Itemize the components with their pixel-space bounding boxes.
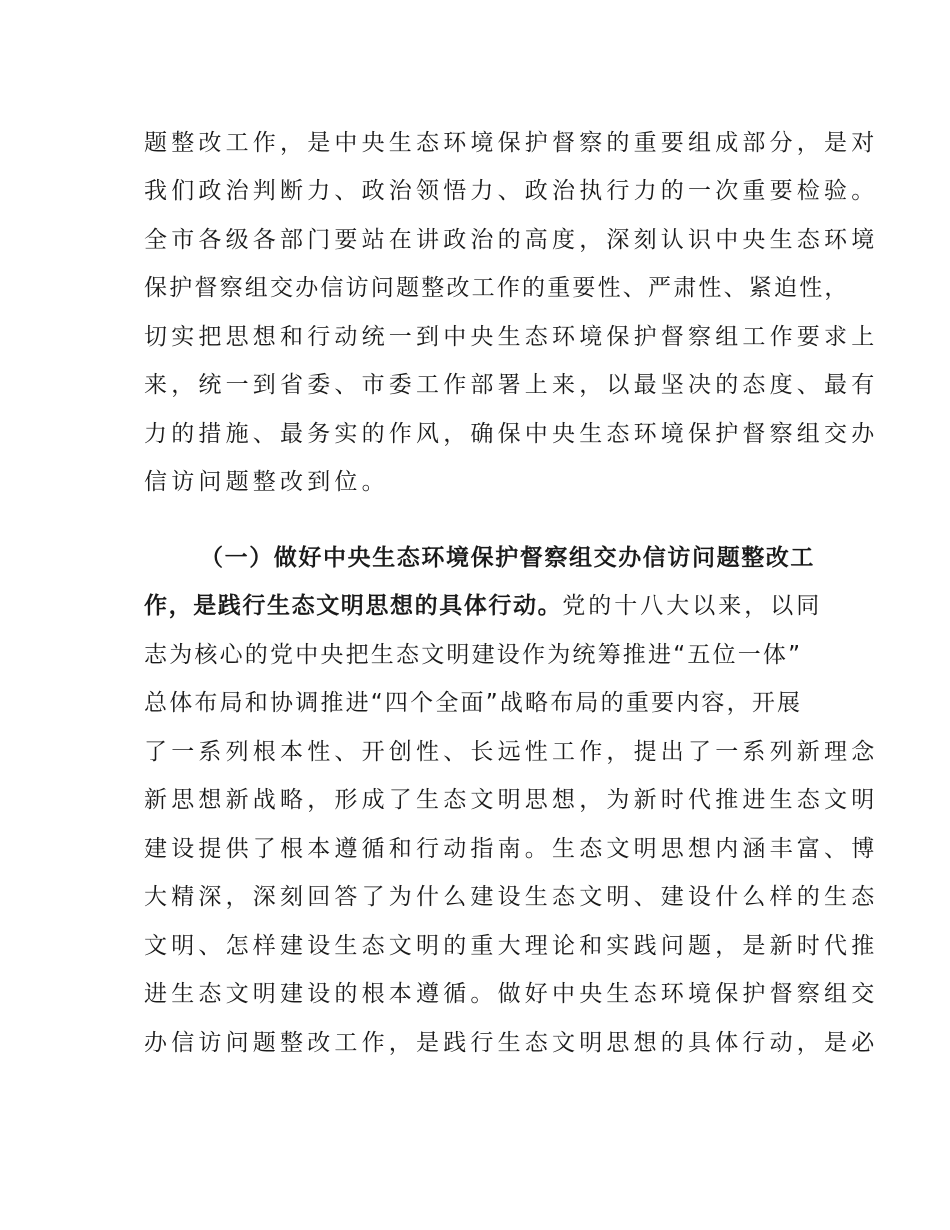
paragraph-line: 办信访问题整改工作，是践行生态文明思想的具体行动，是必 (144, 1030, 879, 1056)
paragraph-line: 信访问题整改到位。 (144, 469, 389, 495)
paragraph-line: 进生态文明建设的根本遵循。做好中央生态环境保护督察组交 (144, 981, 879, 1007)
section-heading-line2 (144, 586, 822, 626)
section-heading: （一）做好中央生态环境保护督察组交办信访问题整改工 (200, 545, 815, 571)
paragraph-line: 题整改工作，是中央生态环境保护督察的重要组成部分，是对 (144, 130, 879, 156)
paragraph-line: 我们政治判断力、政治领悟力、政治执行力的一次重要检验。 (144, 178, 879, 204)
paragraph-line: 新思想新战略，形成了生态文明思想，为新时代推进生态文明 (144, 787, 879, 813)
paragraph-line: 全市各级各部门要站在讲政治的高度，深刻认识中央生态环境 (144, 227, 879, 253)
paragraph-line: 大精深，深刻回答了为什么建设生态文明、建设什么样的生态 (144, 884, 879, 910)
paragraph-line: 了一系列根本性、开创性、长远性工作，提出了一系列新理念 (144, 739, 879, 765)
paragraph-line: 文明、怎样建设生态文明的重大理论和实践问题，是新时代推 (144, 933, 879, 959)
paragraph-line: 力的措施、最务实的作风，确保中央生态环境保护督察组交办 (144, 421, 879, 447)
paragraph-line: 切实把思想和行动统一到中央生态环境保护督察组工作要求上 (144, 324, 879, 350)
paragraph-line: 保护督察组交办信访问题整改工作的重要性、严肃性、紧迫性， (144, 275, 850, 301)
paragraph-line: 志为核心的党中央把生态文明建设作为统筹推进“五位一体” (144, 642, 803, 668)
section-heading-bold: 作，是践行生态文明思想的具体行动。 (144, 593, 563, 619)
section-body-start: 党的十八大以来，以同 (562, 593, 823, 619)
paragraph-line: 总体布局和协调推进“四个全面”战略布局的重要内容，开展 (144, 690, 803, 716)
paragraph-line: 来，统一到省委、市委工作部署上来，以最坚决的态度、最有 (144, 372, 879, 398)
paragraph-line: 建设提供了根本遵循和行动指南。生态文明思想内涵丰富、博 (144, 836, 879, 862)
